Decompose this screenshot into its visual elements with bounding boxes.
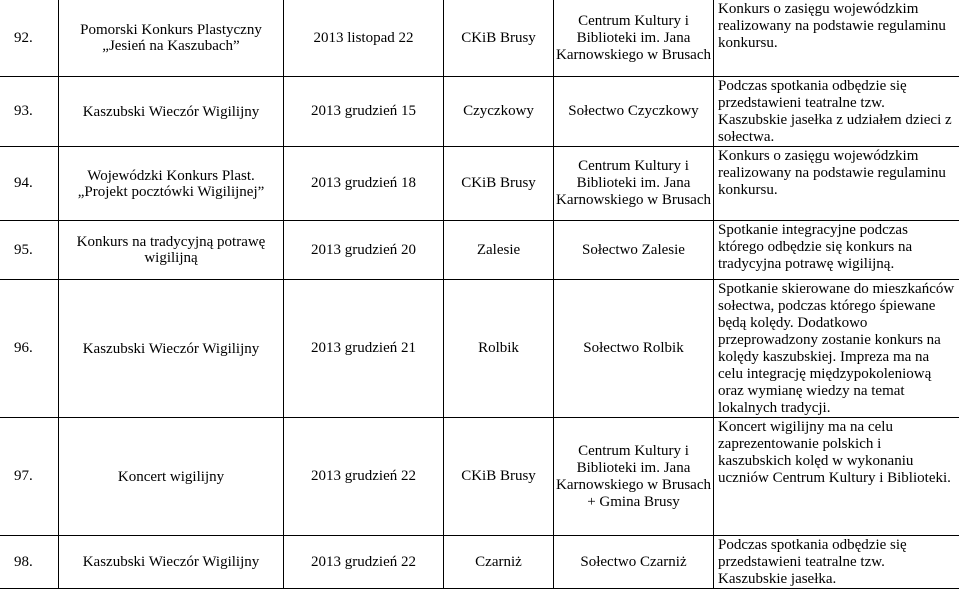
event-organizer: Sołectwo Czarniż [554,536,714,589]
event-name: Wojewódzki Konkurs Plast. „Projekt pocztówki Wigilijnej” [59,147,284,221]
table-row [0,221,959,280]
event-name: Kaszubski Wieczór Wigilijny [59,77,284,147]
event-date: 2013 grudzień 22 [284,418,444,536]
event-description [714,280,959,418]
event-name: Konkurs na tradycyjną potrawę wigilijną [59,221,284,280]
event-name: Kaszubski Wieczór Wigilijny [59,280,284,418]
row-number: 95. [0,221,59,280]
description-paragraph: Spotkanie integracyjne podczas którego odbędzie się konkurs na tradycyjna potrawę wigilijną. [718,222,913,272]
event-organizer: Sołectwo Zalesie [554,221,714,280]
event-place: Czarniż [444,536,554,589]
event-description [714,221,959,280]
event-description [714,147,959,221]
event-name: Koncert wigilijny [59,418,284,536]
description-paragraph: Podczas spotkania odbędzie się przedstawieni teatralne tzw. Kaszubskie jasełka. [718,537,907,587]
event-place: CKiB Brusy [444,147,554,221]
event-date: 2013 grudzień 21 [284,280,444,418]
table-row [0,536,959,589]
event-description [714,536,959,589]
event-organizer: Centrum Kultury i Biblioteki im. Jana Karnowskiego w Brusach [554,0,714,77]
event-place: Rolbik [444,280,554,418]
description-paragraph: Koncert wigilijny ma na celu zaprezentowanie polskich i kaszubskich kolęd w wykonaniu uczniów Centrum Kultury i Biblioteki. [718,419,951,486]
table-row [0,77,959,147]
event-place: Czyczkowy [444,77,554,147]
event-place: CKiB Brusy [444,0,554,77]
event-description [714,418,959,536]
description-paragraph: Spotkanie skierowane do mieszkańców sołectwa, podczas którego śpiewane będą kolędy. Dodatkowo przeprowadzony zostanie konkurs na kolędy kaszubskiej. Impreza ma na celu integrację międzypokoleniową oraz wymianę wiedzy na temat lokalnych tradycji. [718,281,955,416]
row-number: 93. [0,77,59,147]
event-date: 2013 grudzień 15 [284,77,444,147]
event-date: 2013 listopad 22 [284,0,444,77]
description-paragraph: Konkurs o zasięgu wojewódzkim realizowany na podstawie regulaminu konkursu. [718,148,946,198]
row-number: 97. [0,418,59,536]
row-number: 96. [0,280,59,418]
event-place: Zalesie [444,221,554,280]
event-date: 2013 grudzień 22 [284,536,444,589]
event-name: Kaszubski Wieczór Wigilijny [59,536,284,589]
row-number: 92. [0,0,59,77]
event-date: 2013 grudzień 18 [284,147,444,221]
event-organizer: Sołectwo Rolbik [554,280,714,418]
row-number: 94. [0,147,59,221]
event-name: Pomorski Konkurs Plastyczny „Jesień na Kaszubach” [59,0,284,77]
event-date: 2013 grudzień 20 [284,221,444,280]
event-organizer: Centrum Kultury i Biblioteki im. Jana Karnowskiego w Brusach + Gmina Brusy [554,418,714,536]
table-row [0,147,959,221]
event-organizer: Sołectwo Czyczkowy [554,77,714,147]
event-description [714,77,959,147]
row-number: 98. [0,536,59,589]
description-paragraph: Podczas spotkania odbędzie się przedstawieni teatralne tzw. Kaszubskie jasełka z udziałem dzieci z sołectwa. [718,78,952,145]
event-place: CKiB Brusy [444,418,554,536]
event-organizer: Centrum Kultury i Biblioteki im. Jana Karnowskiego w Brusach [554,147,714,221]
event-description [714,0,959,77]
table-row [0,0,959,77]
description-paragraph: Konkurs o zasięgu wojewódzkim realizowany na podstawie regulaminu konkursu. [718,1,946,51]
table-row [0,418,959,536]
table-row [0,280,959,418]
